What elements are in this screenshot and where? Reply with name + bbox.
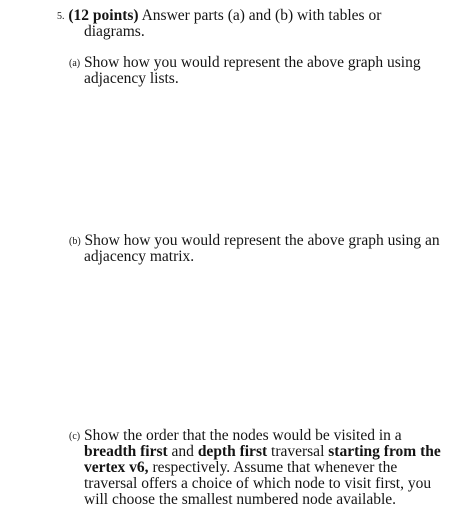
question-intro-text: Answer parts (a) and (b) with tables or [141,7,382,24]
part-b-text: Show how you would represent the above graph using an [84,232,440,249]
part-b-text-continuation: adjacency matrix. [84,248,195,265]
part-c-starting-from: starting from the [328,443,441,460]
part-c-and: and [167,443,198,460]
question-line-2 [84,23,145,41]
question-intro-continuation: diagrams. [84,23,145,40]
part-b-line-2 [84,248,194,266]
part-c-line-5 [84,491,396,509]
part-c-text: Show the order that the nodes would be visited in a [83,427,402,444]
part-c-start-vertex: vertex v6, [84,459,149,476]
part-a-line-2 [84,70,179,88]
part-c-label: (c) [69,431,81,442]
part-c-assumption: respectively. Assume that whenever the [148,459,398,476]
part-c-traversal: traversal [267,443,329,460]
part-c-assumption-continued: traversal offers a choice of which node to visit first, you [84,475,432,492]
part-c-dfs-term: depth first [197,443,268,460]
part-c-bfs-term: breadth first [84,443,168,460]
question-number: 5. [57,11,65,22]
question-points: (12 points) [68,7,139,24]
part-a-text-continuation: adjacency lists. [84,70,179,87]
part-b-label: (b) [69,236,81,247]
part-a-text: Show how you would represent the above graph using [83,54,421,71]
part-a-label: (a) [69,58,81,69]
part-c-assumption-end: will choose the smallest numbered node available. [84,491,397,508]
